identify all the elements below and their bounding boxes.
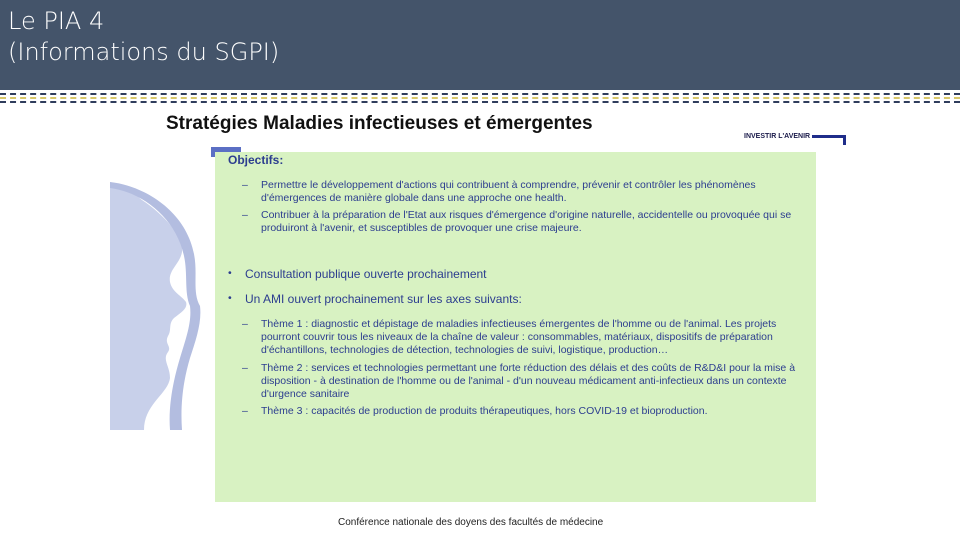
theme-item: Thème 2 : services et technologies permettant une forte réduction des délais et des coûts de R&D&I pour la mise à disposition - à destination de l'homme ou de l'animal - d'un nouveau médicament anti-infectieux dans un contexte d'urgence sanitaire (261, 362, 796, 400)
dash-marker: – (242, 209, 248, 221)
objective-item: Contribuer à la préparation de l'Etat aux risques d'émergence d'origine naturelle, accidentelle ou provoquée qui se produiront à l'avenir, et susceptibles de provoquer une crise majeure. (261, 209, 792, 234)
logo-bar (812, 135, 846, 138)
header-bar (0, 0, 960, 90)
footer-text: Conférence nationale des doyens des facultés de médecine (338, 517, 604, 528)
marianne-profile-image (110, 182, 202, 430)
bullet-marker: • (228, 292, 232, 304)
bullet-marker: • (228, 267, 232, 279)
dash-marker: – (242, 362, 248, 374)
objectives-label: Objectifs: (228, 153, 284, 167)
header-divider-gold (0, 97, 960, 99)
dash-marker: – (242, 318, 248, 330)
logo-text: INVESTIR L'AVENIR (744, 133, 811, 140)
slide-heading: Stratégies Maladies infectieuses et émergentes (166, 113, 593, 134)
bullet-item: Un AMI ouvert prochainement sur les axes suivants: (245, 292, 522, 306)
investir-avenir-logo (744, 133, 846, 145)
header-divider (0, 93, 960, 95)
objective-item: Permettre le développement d'actions qui contribuent à comprendre, prévenir et contrôler les phénomènes d'émergences de manière globale dans une approche one health. (261, 179, 756, 204)
dash-marker: – (242, 179, 248, 191)
logo-tick (843, 135, 846, 145)
theme-item: Thème 1 : diagnostic et dépistage de maladies infectieuses émergentes de l'homme ou de l'animal. Les projets pourront couvrir tous les niveaux de la chaîne de valeur : consommables, matériaux, dispositifs de préparation d'échantillons, technologies de détection, technologies de suivi, logistique, production… (261, 318, 777, 356)
bullet-item: Consultation publique ouverte prochainement (245, 267, 487, 281)
header-divider-lower (0, 101, 960, 103)
theme-item: Thème 3 : capacités de production de produits thérapeutiques, hors COVID-19 et bioproduction. (261, 405, 708, 417)
page-title: Le PIA 4 (Informations du SGPI) (8, 7, 280, 66)
dash-marker: – (242, 405, 248, 417)
